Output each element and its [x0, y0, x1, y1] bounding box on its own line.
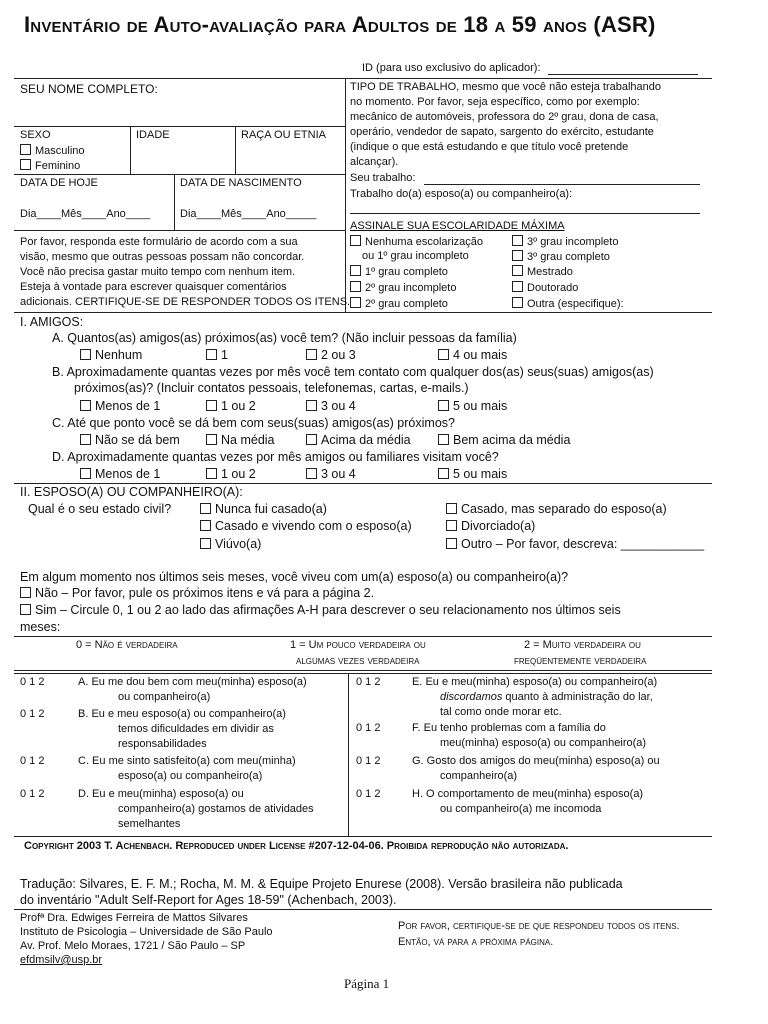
- id-label: ID (para uso exclusivo do aplicador):: [362, 62, 541, 74]
- items-column-divider: [348, 673, 349, 836]
- qb-option[interactable]: Menos de 1: [80, 399, 160, 413]
- contact-line: Instituto de Psicologia – Universidade de São Paulo: [20, 926, 273, 938]
- birth-date-field[interactable]: Dia____Mês____Ano_____: [180, 208, 317, 220]
- sex-female-option[interactable]: Feminino: [20, 159, 80, 172]
- qa-option[interactable]: 4 ou mais: [438, 348, 507, 362]
- today-label: DATA DE HOJE: [20, 177, 98, 189]
- edu-option[interactable]: Outra (especifique):: [512, 297, 624, 310]
- friends-question-d: D. Aproximadamente quantas vezes por mês amigos ou familiares visitam você?: [52, 450, 499, 464]
- instructions-line: Por favor, responda este formulário de acordo com a sua: [20, 236, 298, 248]
- scale-2-cont: freqüentemente verdadeira: [514, 655, 647, 667]
- qd-option[interactable]: 5 ou mais: [438, 467, 507, 481]
- qc-option[interactable]: Acima da média: [306, 433, 411, 447]
- scale-2: 2 = Muito verdadeira ou: [524, 639, 641, 651]
- qc-option[interactable]: Não se dá bem: [80, 433, 180, 447]
- header-top-line: [14, 78, 712, 79]
- today-date-field[interactable]: Dia____Mês____Ano____: [20, 208, 151, 220]
- name-input[interactable]: [20, 96, 340, 122]
- qd-option[interactable]: 1 ou 2: [206, 467, 256, 481]
- marital-option[interactable]: Divorciado(a): [446, 519, 535, 533]
- edu-option[interactable]: 1º grau completo: [350, 265, 448, 278]
- final-instruction: Por favor, certifique-se de que respondeu todos os itens.: [398, 920, 680, 932]
- lived-question: Em algum momento nos últimos seis meses, você viveu com um(a) esposo(a) ou companheiro(a)?: [20, 570, 569, 584]
- qa-option[interactable]: 1: [206, 348, 228, 362]
- friends-question-a: A. Quantos(as) amigos(as) próximos(as) você tem? (Não incluir pessoas da família): [52, 331, 517, 345]
- marital-option[interactable]: Outro – Por favor, descreva: ____________: [446, 537, 704, 551]
- work-text: TIPO DE TRABALHO, mesmo que você não esteja trabalhando: [350, 81, 662, 93]
- scale-0: 0 = Não é verdadeira: [76, 639, 178, 651]
- age-label: IDADE: [136, 129, 170, 141]
- edu-option[interactable]: Mestrado: [512, 265, 573, 278]
- contact-email[interactable]: efdmsilv@usp.br: [20, 954, 103, 966]
- spouse-work-label: Trabalho do(a) esposo(a) ou companheiro(a):: [350, 188, 573, 200]
- translation-line: Tradução: Silvares, E. F. M.; Rocha, M. M. & Equipe Projeto Enurese (2008). Versão brasileira não publicada: [20, 877, 623, 891]
- sex-label: SEXO: [20, 129, 51, 141]
- translation-line: do inventário "Adult Self-Report for Ages 18-59" (Achenbach, 2003).: [20, 893, 397, 907]
- your-work-label: Seu trabalho:: [350, 172, 416, 184]
- section-divider: [14, 483, 712, 484]
- scale-1-cont: algumas vezes verdadeira: [296, 655, 420, 667]
- id-line: [548, 74, 698, 75]
- qd-option[interactable]: 3 ou 4: [306, 467, 356, 481]
- copyright: Copyright 2003 T. Achenbach. Reproduced under License #207-12-04-06. Proibida reprodução não autorizada.: [24, 840, 569, 852]
- work-text: (indique o que está estudando e que título você pretende: [350, 141, 629, 153]
- edu-option[interactable]: 3º grau incompleto: [512, 235, 618, 248]
- work-text: mecânico de automóveis, professora do 2º grau, dona de casa,: [350, 111, 659, 123]
- friends-question-b-cont: próximos(as)? (Incluir contatos pessoais, telefonemas, cartas, e-mails.): [74, 381, 469, 395]
- work-text: operário, vendedor de sapato, sargento do exército, estudante: [350, 126, 654, 138]
- birth-label: DATA DE NASCIMENTO: [180, 177, 302, 189]
- edu-option[interactable]: Nenhuma escolarização: [350, 235, 483, 248]
- education-title: ASSINALE SUA ESCOLARIDADE MÁXIMA: [350, 220, 565, 232]
- spouse-heading: II. ESPOSO(A) OU COMPANHEIRO(A):: [20, 485, 243, 499]
- friends-question-c: C. Até que ponto você se dá bem com seus(suas) amigos(as) próximos?: [52, 416, 455, 430]
- contact-line: Av. Prof. Melo Moraes, 1721 / São Paulo – SP: [20, 940, 246, 952]
- page-number: Página 1: [344, 976, 390, 991]
- lived-yes-cont: meses:: [20, 620, 61, 634]
- scale-1: 1 = Um pouco verdadeira ou: [290, 639, 426, 651]
- edu-option[interactable]: 2º grau incompleto: [350, 281, 456, 294]
- race-label: RAÇA OU ETNIA: [241, 129, 326, 141]
- qb-option[interactable]: 5 ou mais: [438, 399, 507, 413]
- qa-option[interactable]: 2 ou 3: [306, 348, 356, 362]
- male-checkbox[interactable]: [20, 144, 31, 155]
- friends-question-b: B. Aproximadamente quantas vezes por mês você tem contato com qualquer dos(as) seus(suas) amigos(as): [52, 365, 654, 379]
- sex-male-option[interactable]: Masculino: [20, 144, 85, 157]
- your-work-input[interactable]: [424, 184, 700, 185]
- contact-line: Profª Dra. Edwiges Ferreira de Mattos Silvares: [20, 912, 248, 924]
- qd-option[interactable]: Menos de 1: [80, 467, 160, 481]
- edu-option[interactable]: Doutorado: [512, 281, 578, 294]
- friends-heading: I. AMIGOS:: [20, 315, 84, 329]
- instructions-line: Você não precisa gastar muito tempo com nenhum item.: [20, 266, 296, 278]
- lived-yes-option[interactable]: Sim – Circule 0, 1 ou 2 ao lado das afirmações A-H para descrever o seu relacionamento nos últimos seis: [20, 603, 621, 617]
- edu-option[interactable]: 2º grau completo: [350, 297, 448, 310]
- qa-option[interactable]: Nenhum: [80, 348, 142, 362]
- name-label: SEU NOME COMPLETO:: [20, 82, 158, 96]
- form-title: Inventário de Auto-avaliação para Adultos de 18 a 59 anos (ASR): [24, 12, 656, 37]
- work-text: alcançar).: [350, 156, 399, 168]
- header-vertical-divider: [345, 78, 346, 312]
- work-text: no momento. Por favor, seja específico, como por exemplo:: [350, 96, 640, 108]
- marital-option[interactable]: Viúvo(a): [200, 537, 261, 551]
- edu-option[interactable]: 3º grau completo: [512, 250, 610, 263]
- qc-option[interactable]: Bem acima da média: [438, 433, 570, 447]
- marital-option[interactable]: Casado, mas separado do esposo(a): [446, 502, 667, 516]
- female-checkbox[interactable]: [20, 159, 31, 170]
- marital-question: Qual é o seu estado civil?: [28, 502, 172, 516]
- qc-option[interactable]: Na média: [206, 433, 275, 447]
- marital-option[interactable]: Casado e vivendo com o esposo(a): [200, 519, 412, 533]
- final-instruction: Então, vá para a próxima página.: [398, 936, 554, 948]
- instructions-line: visão, mesmo que outras pessoas possam não concordar.: [20, 251, 305, 263]
- edu-option-continuation: ou 1º grau incompleto: [362, 250, 469, 262]
- marital-option[interactable]: Nunca fui casado(a): [200, 502, 327, 516]
- instructions-line: adicionais. CERTIFIQUE-SE DE RESPONDER TODOS OS ITENS.: [20, 296, 351, 308]
- qb-option[interactable]: 3 ou 4: [306, 399, 356, 413]
- qb-option[interactable]: 1 ou 2: [206, 399, 256, 413]
- instructions-line: Esteja à vontade para escrever quaisquer comentários: [20, 281, 287, 293]
- spouse-work-input[interactable]: [350, 213, 700, 214]
- lived-no-option[interactable]: Não – Por favor, pule os próximos itens e vá para a página 2.: [20, 586, 374, 600]
